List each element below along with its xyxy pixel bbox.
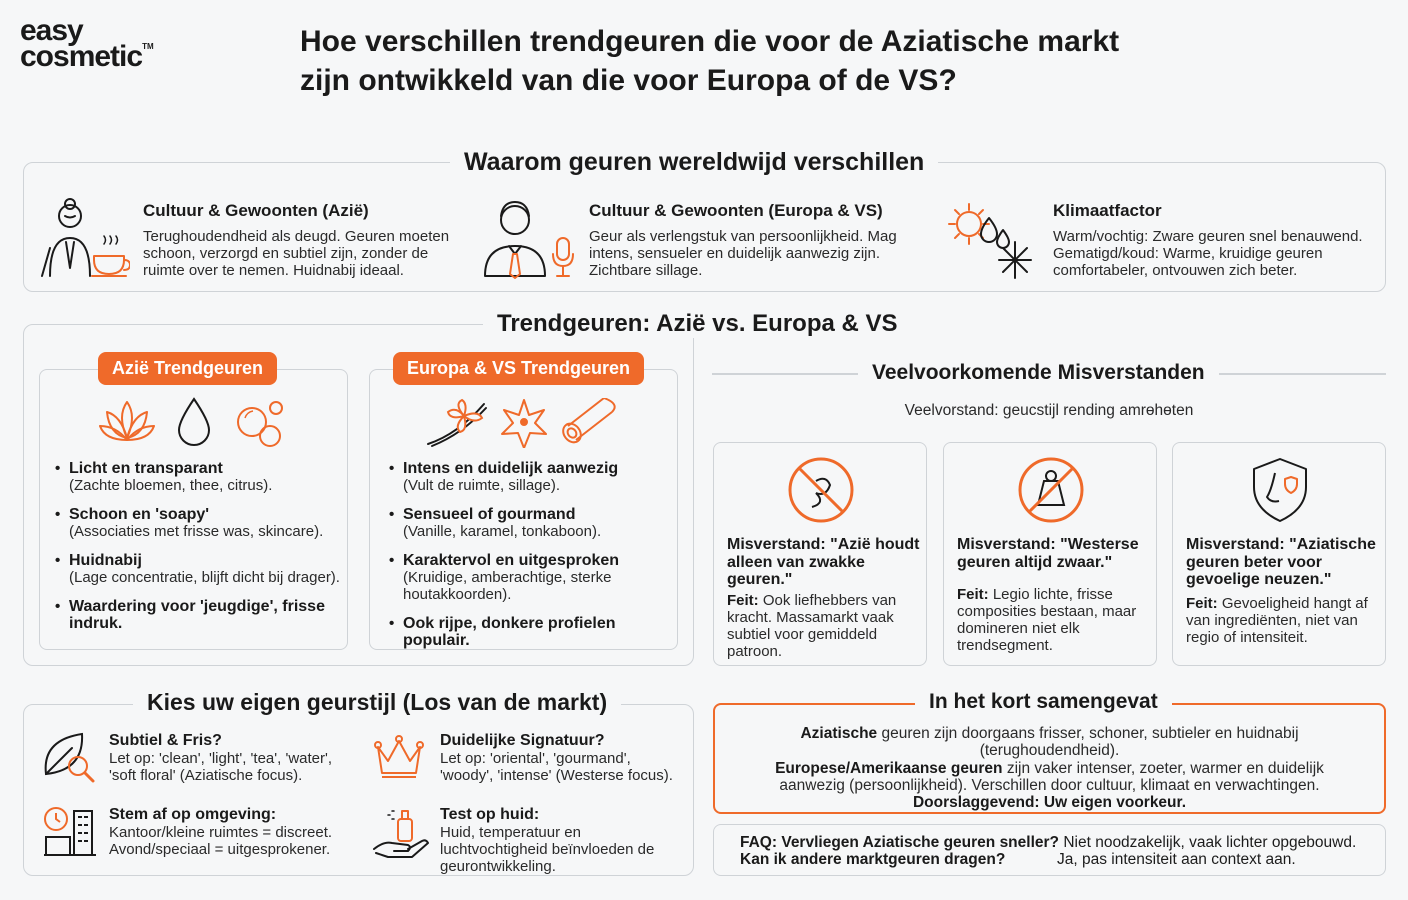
- faq-answer-2: Ja, pas intensiteit aan context aan.: [1057, 851, 1296, 868]
- euus-list: [389, 460, 674, 661]
- misconception-fact-1: Feit: Ook liefhebbers van kracht. Massamarkt vaak subtiel voor gemiddeld patroon.: [727, 592, 897, 660]
- list-item: • Ook rijpe, donkere profielen populair.: [389, 615, 674, 649]
- star-anise-icon: [498, 396, 550, 448]
- wood-log-icon: [562, 398, 622, 446]
- why-item-title-2: Cultuur & Gewoonten (Europa & VS): [589, 201, 883, 220]
- no-heavy-weight-icon: [1016, 455, 1086, 525]
- weather-icon: [945, 198, 1039, 280]
- misconceptions-heading: Veelvoorkomende Misverstanden: [858, 361, 1219, 385]
- bubbles-icon: [234, 396, 288, 448]
- crown-icon: [372, 733, 426, 781]
- misconception-card-2: [943, 442, 1157, 666]
- list-item: • Schoon en 'soapy' (Associaties met frisse was, skincare).: [55, 506, 345, 540]
- logo-line1: easy: [20, 14, 83, 47]
- perfume-hand-icon: [372, 805, 430, 859]
- why-item-text-2: Geur als verlengstuk van persoonlijkheid. Mag intens, sensueler en duidelijk aanwezig zijn. Zichtbare sillage.: [589, 228, 897, 279]
- style-heading: Kies uw eigen geurstijl (Los van de markt): [133, 689, 621, 716]
- style-item-title-3: Stem af op omgeving:: [109, 806, 277, 823]
- leaf-magnifier-icon: [40, 728, 96, 784]
- logo-line2: cosmetic: [20, 39, 143, 73]
- style-item-title-2: Duidelijke Signatuur?: [440, 732, 605, 749]
- page-title: [300, 22, 1240, 100]
- no-weak-scent-icon: [786, 455, 856, 525]
- logo-tm: TM: [142, 41, 154, 51]
- misconception-title-2: Misverstand: "Westerse geuren altijd zwaar.": [957, 536, 1139, 571]
- misconception-card-1: [713, 442, 927, 666]
- style-item-title-1: Subtiel & Fris?: [109, 732, 222, 749]
- why-item-title-3: Klimaatfactor: [1053, 201, 1162, 220]
- misconception-fact-3: Feit: Gevoeligheid hangt af van ingrediënten, niet van regio of intensiteit.: [1186, 595, 1368, 646]
- why-item-text-3: Warm/vochtig: Zware geuren snel benauwend. Gematigd/koud: Warme, kruidige geuren comfortabeler, ontvouwen zich beter.: [1053, 228, 1363, 279]
- style-item-text-3: Kantoor/kleine ruimtes = discreet. Avond/speciaal = uitgesprokener.: [109, 824, 333, 858]
- vanilla-icon: [424, 396, 488, 448]
- summary-line-5: Doorslaggevend: Uw eigen voorkeur.: [912, 794, 1187, 811]
- misconceptions-subheading: Veelvorstand: geucstijl rending amrɵhɵten: [904, 402, 1194, 419]
- logo: [20, 14, 154, 73]
- style-item-text-1: Let op: 'clean', 'light', 'tea', 'water', 'soft floral' (Aziatische focus).: [109, 750, 333, 784]
- sensitive-nose-shield-icon: [1245, 455, 1315, 525]
- summary-line-4: aanwezig (persoonlijkheid). Verschillen door cultuur, klimaat en verwachtingen.: [779, 777, 1320, 794]
- asia-tag: Azië Trendgeuren: [98, 352, 277, 385]
- summary-line-2: (terughoudendheid).: [979, 742, 1120, 759]
- why-heading: Waarom geuren wereldwijd verschillen: [450, 148, 938, 177]
- asia-list: [55, 460, 345, 644]
- summary-box: [713, 703, 1386, 814]
- page-title-line2: zijn ontwikkeld van die voor Europa of de VS?: [300, 64, 957, 97]
- water-drop-icon: [176, 396, 212, 446]
- woman-with-tea-icon: [38, 198, 130, 280]
- list-item: • Waardering voor 'jeugdige', frisse indruk.: [55, 598, 345, 632]
- euus-tag: Europa & VS Trendgeuren: [393, 352, 644, 385]
- style-item-text-2: Let op: 'oriental', 'gourmand', 'woody', 'intense' (Westerse focus).: [440, 750, 673, 784]
- man-with-microphone-icon: [483, 198, 577, 280]
- why-item-text-1: Terughoudendheid als deugd. Geuren moeten schoon, verzorgd en subtiel zijn, zonder de ruimte over te nemen. Huidnabij ideaal.: [143, 228, 450, 279]
- page-title-line1: Hoe verschillen trendgeuren die voor de Aziatische markt: [300, 25, 1120, 58]
- misconception-card-3: [1172, 442, 1386, 666]
- why-item-title-1: Cultuur & Gewoonten (Azië): [143, 201, 369, 220]
- misconception-title-1: Misverstand: "Azië houdt alleen van zwakke geuren.": [727, 536, 920, 588]
- list-item: • Licht en transparant (Zachte bloemen, thee, citrus).: [55, 460, 345, 494]
- summary-line-3: Europese/Amerikaanse geuren zijn vaker intenser, zoeter, warmer en duidelijk: [775, 760, 1324, 777]
- list-item: • Intens en duidelijk aanwezig (Vult de ruimte, sillage).: [389, 460, 674, 494]
- faq-row-1: FAQ: Vervliegen Aziatische geuren sneller? Niet noodzakelijk, vaak lichter opgebouwd.: [740, 834, 1357, 851]
- lotus-icon: [98, 396, 156, 446]
- list-item: • Huidnabij (Lage concentratie, blijft dicht bij drager).: [55, 552, 345, 586]
- misconception-fact-2: Feit: Legio lichte, frisse composities bestaan, maar domineren niet elk trendsegment.: [957, 586, 1137, 654]
- misconception-title-3: Misverstand: "Aziatische geuren beter voor gevoelige neuzen.": [1186, 536, 1376, 588]
- summary-heading: In het kort samengevat: [915, 690, 1172, 714]
- style-item-text-4: Huid, temperatuur en luchtvochtigheid beïnvloeden de geurontwikkeling.: [440, 824, 655, 875]
- trends-heading: Trendgeuren: Azië vs. Europa & VS: [483, 310, 912, 338]
- style-item-title-4: Test op huid:: [440, 806, 540, 823]
- list-item: • Karaktervol en uitgesproken (Kruidige, amberachtige, sterke houtakkoorden).: [389, 552, 674, 603]
- list-item: • Sensueel of gourmand (Vanille, karamel, tonkaboon).: [389, 506, 674, 540]
- faq-box: [713, 824, 1386, 876]
- summary-line-1: Aziatische geuren zijn doorgaans frisser, schoner, subtieler en huidnabij: [800, 725, 1299, 742]
- clock-building-icon: [42, 805, 98, 859]
- faq-question-2: Kan ik andere marktgeuren dragen?: [740, 851, 1006, 868]
